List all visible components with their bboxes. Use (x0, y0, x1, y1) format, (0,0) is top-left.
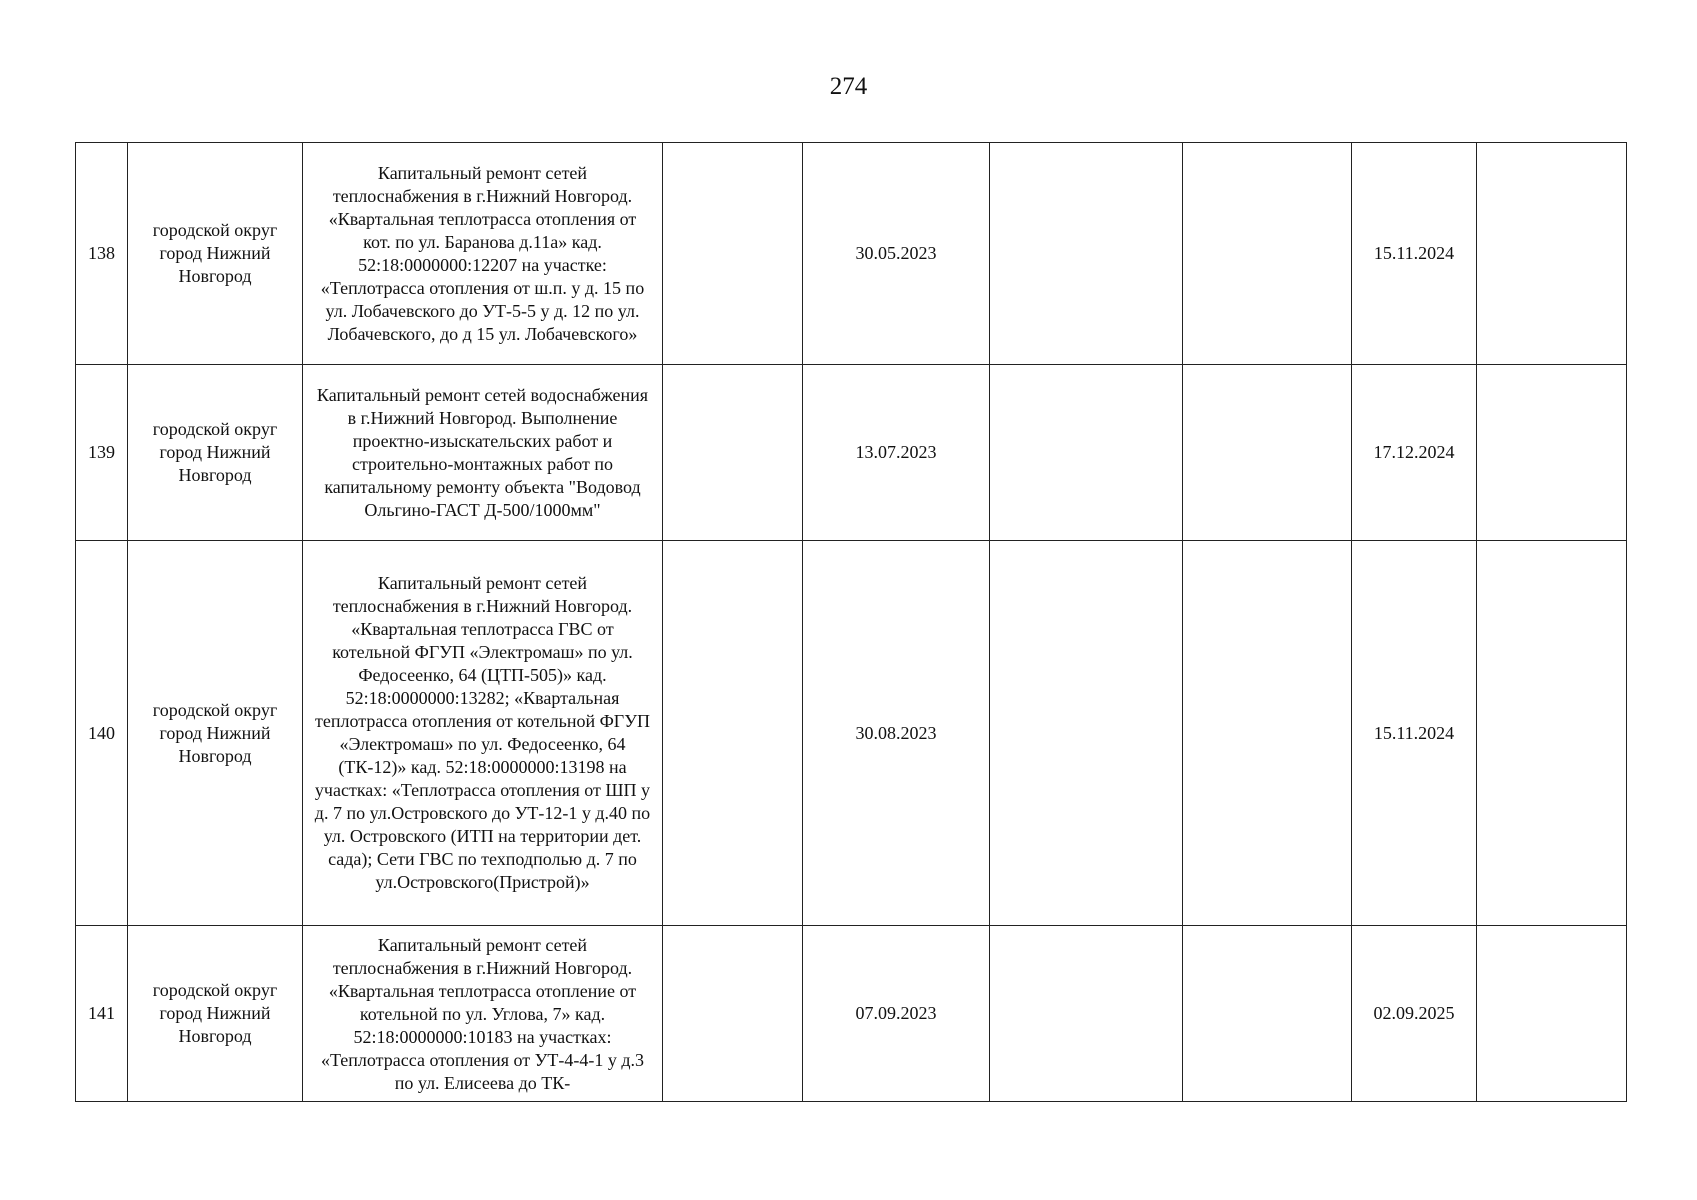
empty-cell (1477, 143, 1627, 365)
table-row (76, 926, 1627, 1102)
empty-cell (663, 143, 803, 365)
empty-cell (1477, 365, 1627, 541)
end-date-cell: 02.09.2025 (1352, 926, 1477, 1102)
page-number: 274 (829, 73, 868, 100)
municipality-cell: городской округ город Нижний Новгород (128, 143, 303, 365)
table-row (76, 541, 1627, 926)
municipality-cell: городской округ город Нижний Новгород (128, 541, 303, 926)
empty-cell (1183, 541, 1352, 926)
municipality-cell: городской округ город Нижний Новгород (128, 926, 303, 1102)
description-cell: Капитальный ремонт сетей теплоснабжения в г.Нижний Новгород. «Квартальная теплотрасса ГВС от котельной ФГУП «Электромаш» по ул. Федосеенко, 64 (ЦТП-505)» кад. 52:18:0000000:13282; «Квартальная теплотрасса отопления от котельной ФГУП «Электромаш» по ул. Федосеенко, 64 (ТК-12)» кад. 52:18:0000000:13198 на участках: «Теплотрасса отопления от ШП у д. 7 по ул.Островского до УТ-12-1 у д.40 по ул. Островского (ИТП на территории дет. сада); Сети ГВС по техподполью д. 7 по ул.Островского(Пристрой)» (303, 541, 663, 926)
empty-cell (663, 365, 803, 541)
description-cell (303, 926, 663, 1102)
start-date-cell: 07.09.2023 (803, 926, 990, 1102)
empty-cell (1183, 365, 1352, 541)
row-number-cell: 139 (76, 365, 128, 541)
description-cell: Капитальный ремонт сетей водоснабжения в г.Нижний Новгород. Выполнение проектно-изыскательских работ и строительно-монтажных работ по капитальному ремонту объекта "Водовод Ольгино-ГАСТ Д-500/1000мм" (303, 365, 663, 541)
empty-cell (990, 365, 1183, 541)
empty-cell (990, 143, 1183, 365)
empty-cell (1477, 541, 1627, 926)
description-text: Капитальный ремонт сетей теплоснабжения в г.Нижний Новгород. «Квартальная теплотрасса отопление от котельной по ул. Углова, 7» кад. 52:18:0000000:10183 на участках: «Теплотрасса отопления от УТ-4-4-1 у д.3 по ул. Елисеева до ТК- (321, 935, 644, 1093)
municipality-cell: городской округ город Нижний Новгород (128, 365, 303, 541)
empty-cell (1183, 143, 1352, 365)
description-cell: Капитальный ремонт сетей теплоснабжения в г.Нижний Новгород. «Квартальная теплотрасса отопления от кот. по ул. Баранова д.11а» кад. 52:18:0000000:12207 на участке: «Теплотрасса отопления от ш.п. у д. 15 по ул. Лобачевского до УТ-5-5 у д. 12 по ул. Лобачевского, до д 15 ул. Лобачевского» (303, 143, 663, 365)
row-number-cell: 141 (76, 926, 128, 1102)
empty-cell (1477, 926, 1627, 1102)
table-row (76, 365, 1627, 541)
empty-cell (663, 541, 803, 926)
empty-cell (990, 541, 1183, 926)
empty-cell (1183, 926, 1352, 1102)
start-date-cell: 13.07.2023 (803, 365, 990, 541)
end-date-cell: 15.11.2024 (1352, 541, 1477, 926)
end-date-cell: 17.12.2024 (1352, 365, 1477, 541)
end-date-cell: 15.11.2024 (1352, 143, 1477, 365)
start-date-cell: 30.05.2023 (803, 143, 990, 365)
empty-cell (990, 926, 1183, 1102)
row-number-cell: 140 (76, 541, 128, 926)
row-number-cell: 138 (76, 143, 128, 365)
table-row (76, 143, 1627, 365)
works-table (75, 142, 1627, 1102)
empty-cell (663, 926, 803, 1102)
start-date-cell: 30.08.2023 (803, 541, 990, 926)
